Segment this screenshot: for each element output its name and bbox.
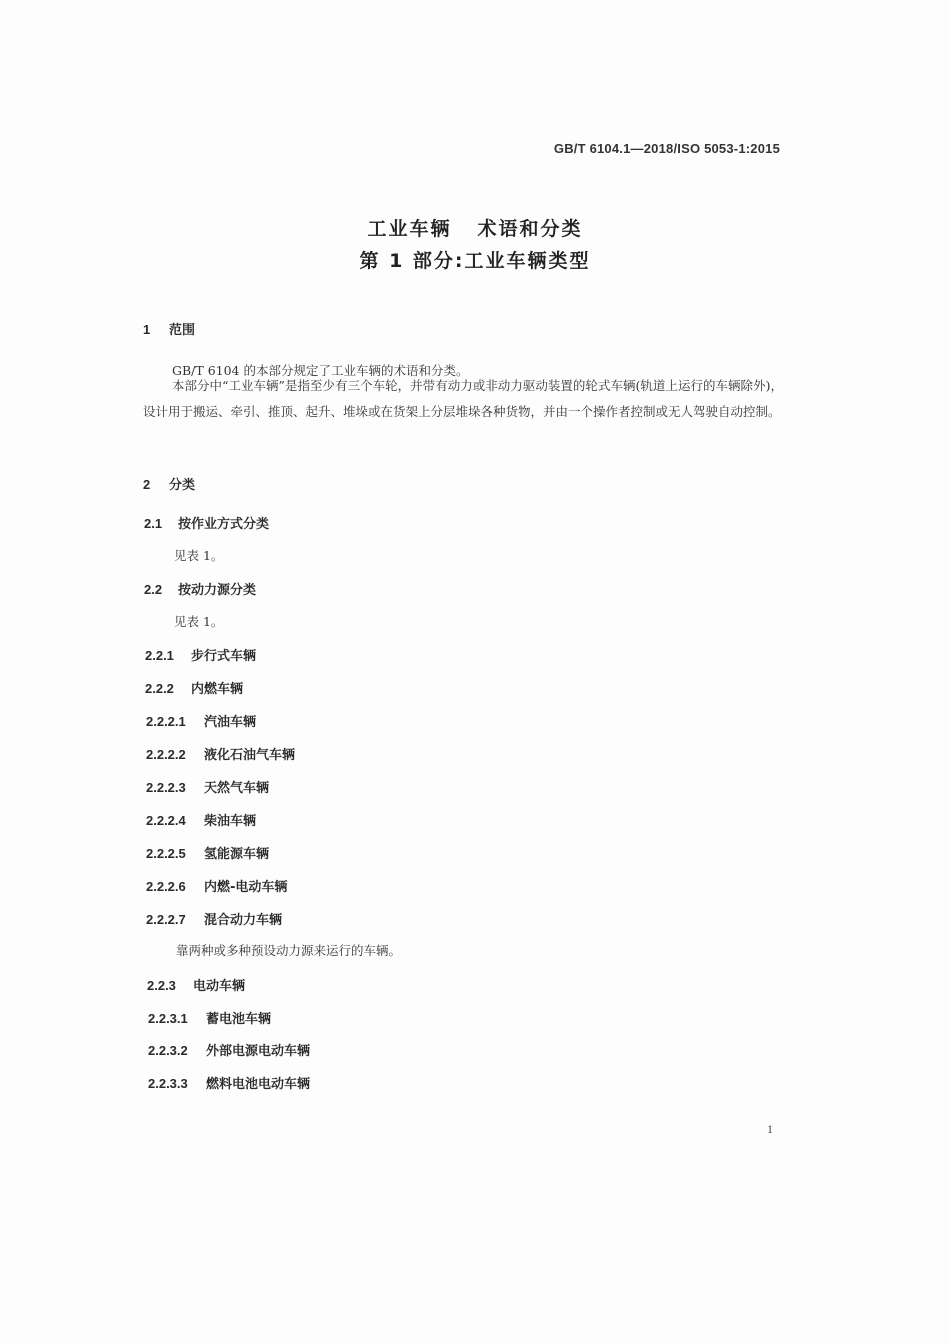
see-table-note: 见表 1。 <box>174 614 224 629</box>
clause-2-2-2-6 <box>146 876 287 895</box>
clause-2-2-3-2 <box>148 1040 310 1059</box>
clause-number: 2.1 <box>144 516 163 531</box>
clause-number: 2.2.3.1 <box>148 1011 188 1026</box>
clause-2-2-2-4 <box>146 810 256 829</box>
clause-2-2-2-3 <box>146 777 269 796</box>
clause-title: 按作业方式分类 <box>178 517 270 532</box>
title-part-b: 术语和分类 <box>477 218 583 240</box>
clause-2-2-2-1 <box>146 711 256 730</box>
clause-number: 2.2 <box>144 582 163 597</box>
page-number: 1 <box>767 1122 773 1136</box>
document-title-line2: 第 1 部分:工业车辆类型 <box>359 250 591 272</box>
clause-2-2-1 <box>145 645 256 664</box>
clause-number: 2.2.2.3 <box>146 780 186 795</box>
hybrid-description: 靠两种或多种预设动力源来运行的车辆。 <box>176 943 402 958</box>
clause-number: 2.2.3.3 <box>148 1076 188 1091</box>
clause-number: 2.2.2 <box>145 681 174 696</box>
clause-2-2-2-7 <box>146 909 282 928</box>
clause-2-2 <box>144 579 256 598</box>
clause-title: 汽油车辆 <box>204 715 257 730</box>
clause-number: 2.2.2.1 <box>146 714 186 729</box>
section-title: 分类 <box>169 478 196 493</box>
clause-2-2-3-3 <box>148 1073 310 1092</box>
scope-paragraph-1: GB/T 6104 的本部分规定了工业车辆的术语和分类。 <box>172 363 469 378</box>
clause-title: 内燃车辆 <box>191 682 244 697</box>
document-title-line1 <box>0 214 950 241</box>
section-title: 范围 <box>169 323 196 338</box>
section-1-heading <box>143 319 195 338</box>
clause-2-1 <box>144 513 269 532</box>
clause-number: 2.2.3.2 <box>148 1043 188 1058</box>
clause-2-2-2-2 <box>146 744 295 763</box>
clause-2-2-3-1 <box>148 1008 271 1027</box>
clause-title: 蓄电池车辆 <box>206 1012 272 1027</box>
clause-title: 混合动力车辆 <box>204 913 283 928</box>
clause-number: 2.2.3 <box>147 978 176 993</box>
clause-number: 2.2.2.4 <box>146 813 186 828</box>
section-2-heading <box>143 474 195 493</box>
clause-number: 2.2.2.5 <box>146 846 186 861</box>
clause-number: 2.2.2.2 <box>146 747 186 762</box>
section-number: 1 <box>143 322 151 337</box>
clause-title: 步行式车辆 <box>191 649 257 664</box>
clause-title: 燃料电池电动车辆 <box>206 1077 311 1092</box>
clause-2-2-2-5 <box>146 843 269 862</box>
clause-title: 氢能源车辆 <box>204 847 270 862</box>
clause-title: 内燃-电动车辆 <box>204 880 288 895</box>
title-part-a: 工业车辆 <box>367 218 452 240</box>
see-table-note: 见表 1。 <box>174 548 224 563</box>
scope-paragraph-2: 本部分中“工业车辆”是指至少有三个车轮，并带有动力或非动力驱动装置的轮式车辆(轨道上运行的车辆除外)，设计用于搬运、牵引、推顶、起升、堆垛或在货架上分层堆垛各种货物，并由一个操作者控制或无人驾驶自动控制。 <box>143 378 783 419</box>
clause-title: 天然气车辆 <box>204 781 270 796</box>
clause-title: 柴油车辆 <box>204 814 257 829</box>
clause-title: 液化石油气车辆 <box>204 748 296 763</box>
standard-number: GB/T 6104.1—2018/ISO 5053-1:2015 <box>553 141 780 156</box>
clause-2-2-2 <box>145 678 243 697</box>
clause-title: 按动力源分类 <box>178 583 257 598</box>
clause-number: 2.2.2.6 <box>146 879 186 894</box>
clause-title: 外部电源电动车辆 <box>206 1044 311 1059</box>
clause-2-2-3 <box>147 975 245 994</box>
section-number: 2 <box>143 477 151 492</box>
clause-number: 2.2.2.7 <box>146 912 186 927</box>
clause-title: 电动车辆 <box>193 979 246 994</box>
clause-number: 2.2.1 <box>145 648 174 663</box>
